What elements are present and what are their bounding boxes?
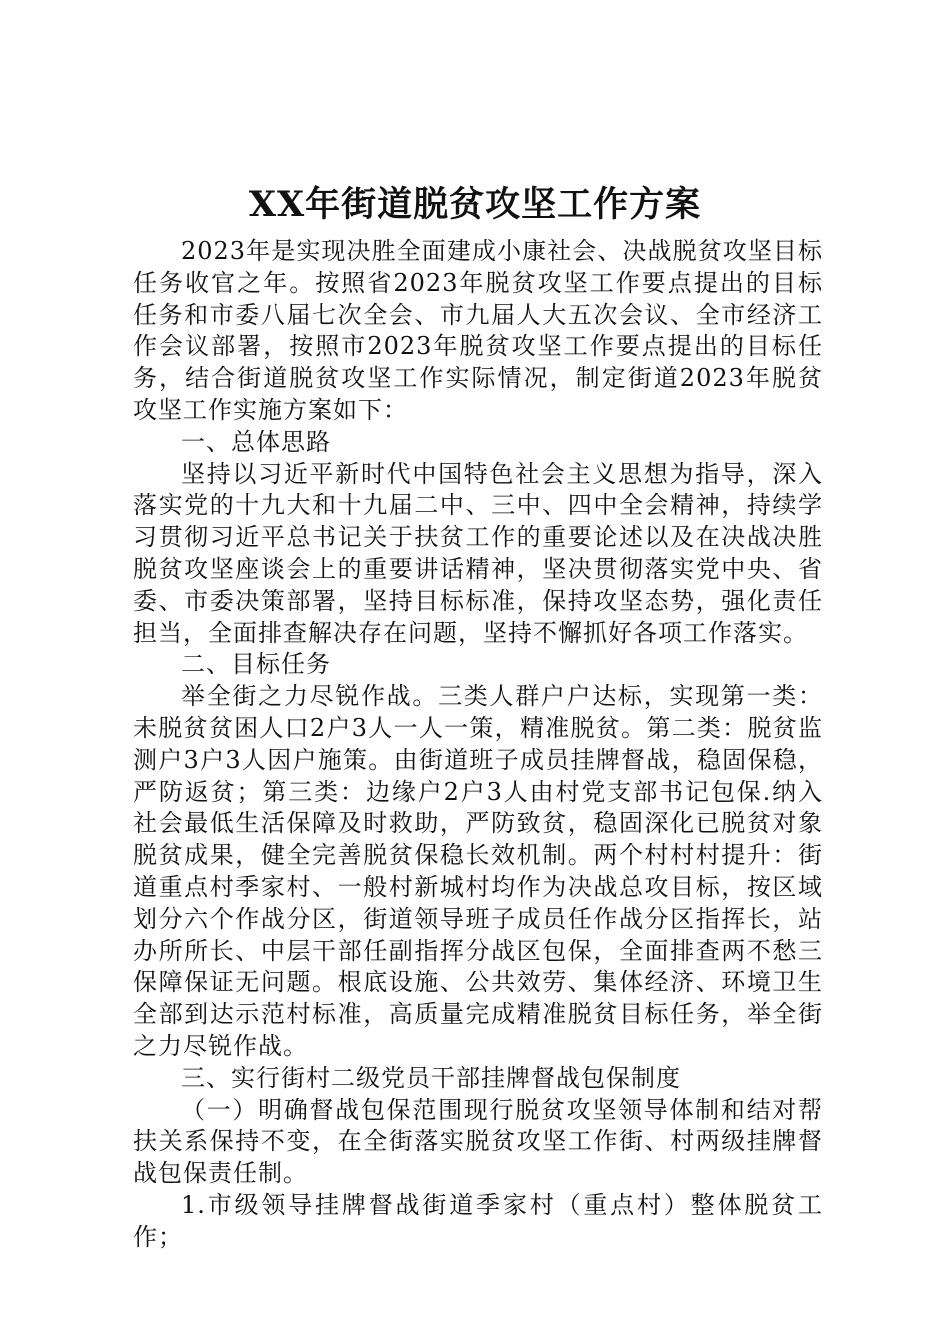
section-heading-1: 一、总体思路 [181, 427, 331, 456]
list-item-1: 1.市级领导挂牌督战街道季家村（重点村）整体脱贫工作； [133, 1190, 823, 1251]
section-heading-3: 三、实行街村二级党员干部挂牌督战包保制度 [181, 1063, 681, 1092]
document-body [133, 236, 823, 1254]
section-heading-2: 二、目标任务 [181, 650, 331, 679]
document-title: XX年街道脱贫攻坚工作方案 [248, 184, 702, 225]
section-2-paragraph: 举全街之力尽锐作战。三类人群户户达标，实现第一类：未脱贫贫困人口2户3人一人一策，精准脱贫。第二类：脱贫监测户3户3人因户施策。由街道班子成员挂牌督战，稳固保稳，严防返贫；第三类：边缘户2户3人由村党支部书记包保.纳入社会最低生活保障及时救助，严防致贫，稳固深化已脱贫对象脱贫成果，健全完善脱贫保稳长效机制。两个村村村提升：街道重点村季家村、一般村新城村均作为决战总攻目标，按区域划分六个作战分区，街道领导班子成员任作战分区指挥长，站办所所长、中层干部任副指挥分战区包保，全面排查两不愁三保障保证无问题。根底设施、公共效劳、集体经济、环境卫生全部到达示范村标准，高质量完成精准脱贫目标任务，举全街之力尽锐作战。 [133, 682, 823, 1060]
subsection-1-paragraph: （一）明确督战包保范围现行脱贫攻坚领导体制和结对帮扶关系保持不变，在全街落实脱贫攻坚工作街、村两级挂牌督战包保责任制。 [133, 1095, 823, 1188]
intro-paragraph: 2023年是实现决胜全面建成小康社会、决战脱贫攻坚目标任务收官之年。按照省2023年脱贫攻坚工作要点提出的目标任务和市委八届七次全会、市九届人大五次会议、全市经济工作会议部署，按照市2023年脱贫攻坚工作要点提出的目标任务，结合街道脱贫攻坚工作实际情况，制定街道2023年脱贫攻坚工作实施方案如下： [133, 237, 823, 424]
section-1-paragraph: 坚持以习近平新时代中国特色社会主义思想为指导，深入落实党的十九大和十九届二中、三中、四中全会精神，持续学习贯彻习近平总书记关于扶贫工作的重要论述以及在决战决胜脱贫攻坚座谈会上的重要讲话精神，坚决贯彻落实党中央、省委、市委决策部署，坚持目标标准，保持攻坚态势，强化责任担当，全面排查解决存在问题，坚持不懈抓好各项工作落实。 [133, 459, 823, 647]
